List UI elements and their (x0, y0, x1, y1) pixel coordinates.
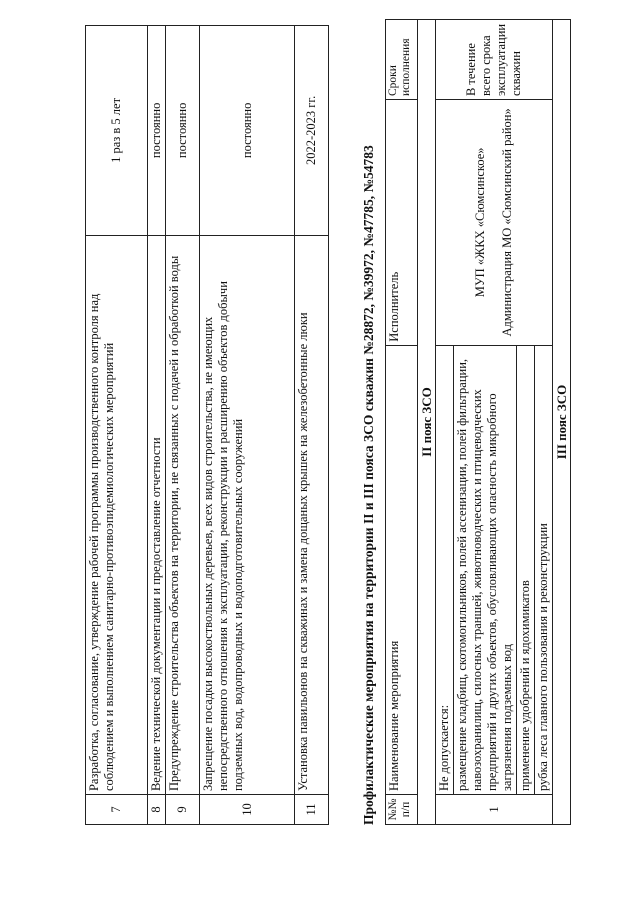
table-row (148, 26, 166, 825)
table-row (200, 26, 295, 825)
measure-term: 2022-2023 гг. (295, 26, 329, 236)
executor-2: Администрация МО «Сюмсинский район» (500, 108, 514, 337)
measures-table-continued (85, 25, 329, 825)
table-header-row (386, 20, 418, 825)
header-term: Сроки исполнения (386, 20, 418, 100)
row-number: 8 (148, 795, 166, 825)
measure-name: Запрещение посадки высокоствольных деревьев, всех видов строительства, не имеющих непосредственного отношения к эксплуатации, реконструкции и расширению объектов добычи подземных вод, водопроводных и водоподготовительных сооружений (200, 235, 295, 794)
row-number: 9 (166, 795, 200, 825)
zone-2-label: II пояс ЗСО (418, 20, 436, 825)
zso-measures-table (385, 19, 571, 825)
prohibited-item: рубка леса главного пользования и реконструкции (535, 345, 553, 794)
measure-term: постоянно (200, 26, 295, 236)
row-number: 11 (295, 795, 329, 825)
executors-cell (436, 100, 553, 346)
zone-row (553, 20, 571, 825)
row-number: 10 (200, 795, 295, 825)
measure-term: 1 раз в 5 лет (86, 26, 148, 236)
measure-name: Установка павильонов на скважинах и замена дощаных крышек на железобетонные люки (295, 235, 329, 794)
prohibited-item: применение удобрений и ядохимикатов (517, 345, 535, 794)
not-allowed-label: Не допускается: (436, 345, 454, 794)
row-number: 1 (436, 795, 553, 825)
table-row (86, 26, 148, 825)
measure-term: постоянно (148, 26, 166, 236)
zone-3-label: III пояс ЗСО (553, 20, 571, 825)
measure-name: Предупреждение строительства объектов на территории, не связанных с подачей и обработкой воды (166, 235, 200, 794)
row-number: 7 (86, 795, 148, 825)
zone-row (418, 20, 436, 825)
executor-1: МУП «ЖКХ «Сюмсинское» (473, 147, 487, 298)
header-name: Наименование мероприятия (386, 345, 418, 794)
section-title: Профилактические мероприятия на территории II и III пояса ЗСО скважин №28872, №39972, №47785, №54783 (361, 145, 376, 825)
measure-term: постоянно (166, 26, 200, 236)
measure-name: Ведение технической документации и предоставление отчетности (148, 235, 166, 794)
prohibited-item: размещение кладбищ, скотомогильников, полей ассенизации, полей фильтрации, навозохранилищ, силосных траншей, животноводческих и птицеводческих предприятий и других объектов, обусловливающих опасность микробного загрязнения подземных вод (454, 345, 517, 794)
header-executor: Исполнитель (386, 100, 418, 346)
table-row (436, 20, 454, 825)
term-cell: В течение всего срока эксплуатации скважин (436, 20, 553, 100)
measure-name: Разработка, согласование, утверждение рабочей программы производственного контроля над соблюдением и выполнением санитарно-противоэпидемиологических мероприятий (86, 235, 148, 794)
table-row (166, 26, 200, 825)
table-row (295, 26, 329, 825)
header-num: №№ п/п (386, 795, 418, 825)
